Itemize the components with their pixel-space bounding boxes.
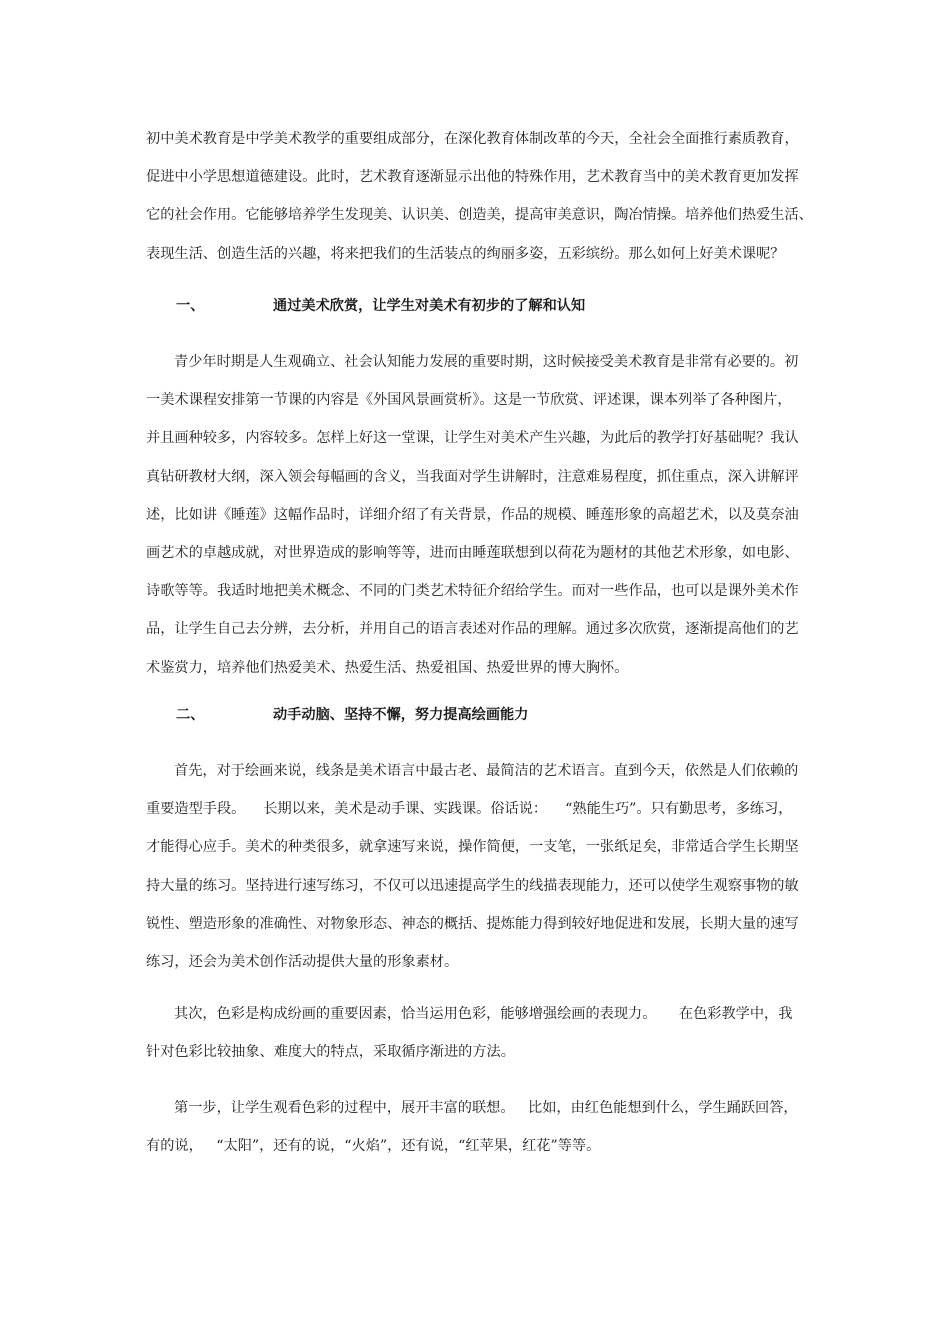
section-2-paragraph-3 — [146, 1089, 814, 1165]
text-line: 重要造型手段。 长期以来，美术是动手课、实践课。俗话说： “熟能生巧”。只有勤思考，多练习， — [146, 801, 793, 818]
section-title: 动手动脑、坚持不懈，努力提高绘画能力 — [273, 707, 529, 723]
section-title: 通过美术欣赏，让学生对美术有初步的了解和认知 — [273, 298, 586, 314]
text-line: 一美术课程安排第一节课的内容是《外国风景画赏析》。这是一节欣赏、评述课，课本列举了各种图片， — [146, 392, 792, 409]
text-line: 促进中小学思想道德建设。此时，艺术教育逐渐显示出他的特殊作用，艺术教育当中的美术教育更加发挥 — [146, 169, 799, 186]
text-line: 品，让学生自己去分辨，去分析，并用自己的语言表述对作品的理解。通过多次欣赏，逐渐提高他们的艺 — [146, 621, 799, 638]
intro-paragraph — [146, 120, 814, 273]
section-2-paragraph-1 — [146, 752, 814, 981]
text-line: 才能得心应手。美术的种类很多，就拿速写来说，操作简便，一支笔，一张纸足矣，非常适合学生长期坚 — [146, 839, 799, 856]
section-number: 二、 — [176, 707, 205, 723]
text-line: 首先，对于绘画来说，线条是美术语言中最古老、最简洁的艺术语言。直到今天，依然是人们依赖的 — [174, 763, 799, 779]
section-1-paragraph — [146, 343, 814, 687]
text-line: 有的说， “太阳”，还有的说，“火焰”，还有说，“红苹果，红花”等等。 — [146, 1138, 601, 1155]
text-line: 述，比如讲《睡莲》这幅作品时，详细介绍了有关背景，作品的规模、睡莲形象的高超艺术，以及莫奈油 — [146, 506, 799, 523]
text-line: 针对色彩比较抽象、难度大的特点，采取循序渐进的方法。 — [146, 1044, 515, 1061]
text-line: 诗歌等等。我适时地把美术概念、不同的门类艺术特征介绍给学生。而对一些作品，也可以是课外美术作 — [146, 583, 799, 600]
text-line: 青少年时期是人生观确立、社会认知能力发展的重要时期，这时候接受美术教育是非常有必要的。初 — [174, 354, 799, 370]
text-line: 表现生活、创造生活的兴趣，将来把我们的生活装点的绚丽多姿，五彩缤纷。那么如何上好美术课呢？ — [146, 245, 785, 262]
text-line: 并且画种较多，内容较多。怎样上好这一堂课，让学生对美术产生兴趣，为此后的教学打好基础呢？我认 — [146, 430, 799, 447]
text-line: 持大量的练习。坚持进行速写练习，不仅可以迅速提高学生的线描表现能力，还可以使学生观察事物的敏 — [146, 877, 799, 894]
text-line: 练习，还会为美术创作活动提供大量的形象素材。 — [146, 954, 459, 971]
text-line: 初中美术教育是中学美术教学的重要组成部分，在深化教育体制改革的今天，全社会全面推行素质教育， — [146, 131, 799, 147]
section-number: 一、 — [176, 298, 205, 314]
text-line: 锐性、塑造形象的准确性、对物象形态、神态的概括、提炼能力得到较好地促进和发展，长期大量的速写 — [146, 915, 799, 932]
text-line: 画艺术的卓越成就，对世界造成的影响等等，进而由睡莲联想到以荷花为题材的其他艺术形象，如电影、 — [146, 545, 799, 562]
text-line: 术鉴赏力，培养他们热爱美术、热爱生活、热爱祖国、热爱世界的博大胸怀。 — [146, 659, 629, 676]
text-line: 第一步，让学生观看色彩的过程中，展开丰富的联想。 比如，由红色能想到什么，学生踊跃回答， — [174, 1100, 798, 1116]
text-line: 其次，色彩是构成纷画的重要因素，恰当运用色彩，能够增强绘画的表现力。 在色彩教学中，我 — [174, 1006, 793, 1022]
text-line: 真钻研教材大纲，深入领会每幅画的含义，当我面对学生讲解时，注意难易程度，抓住重点，深入讲解评 — [146, 468, 799, 485]
text-line: 它的社会作用。它能够培养学生发现美、认识美、创造美，提高审美意识，陶冶情操。培养他们热爱生活、 — [146, 207, 813, 224]
section-2-paragraph-2 — [146, 995, 814, 1071]
